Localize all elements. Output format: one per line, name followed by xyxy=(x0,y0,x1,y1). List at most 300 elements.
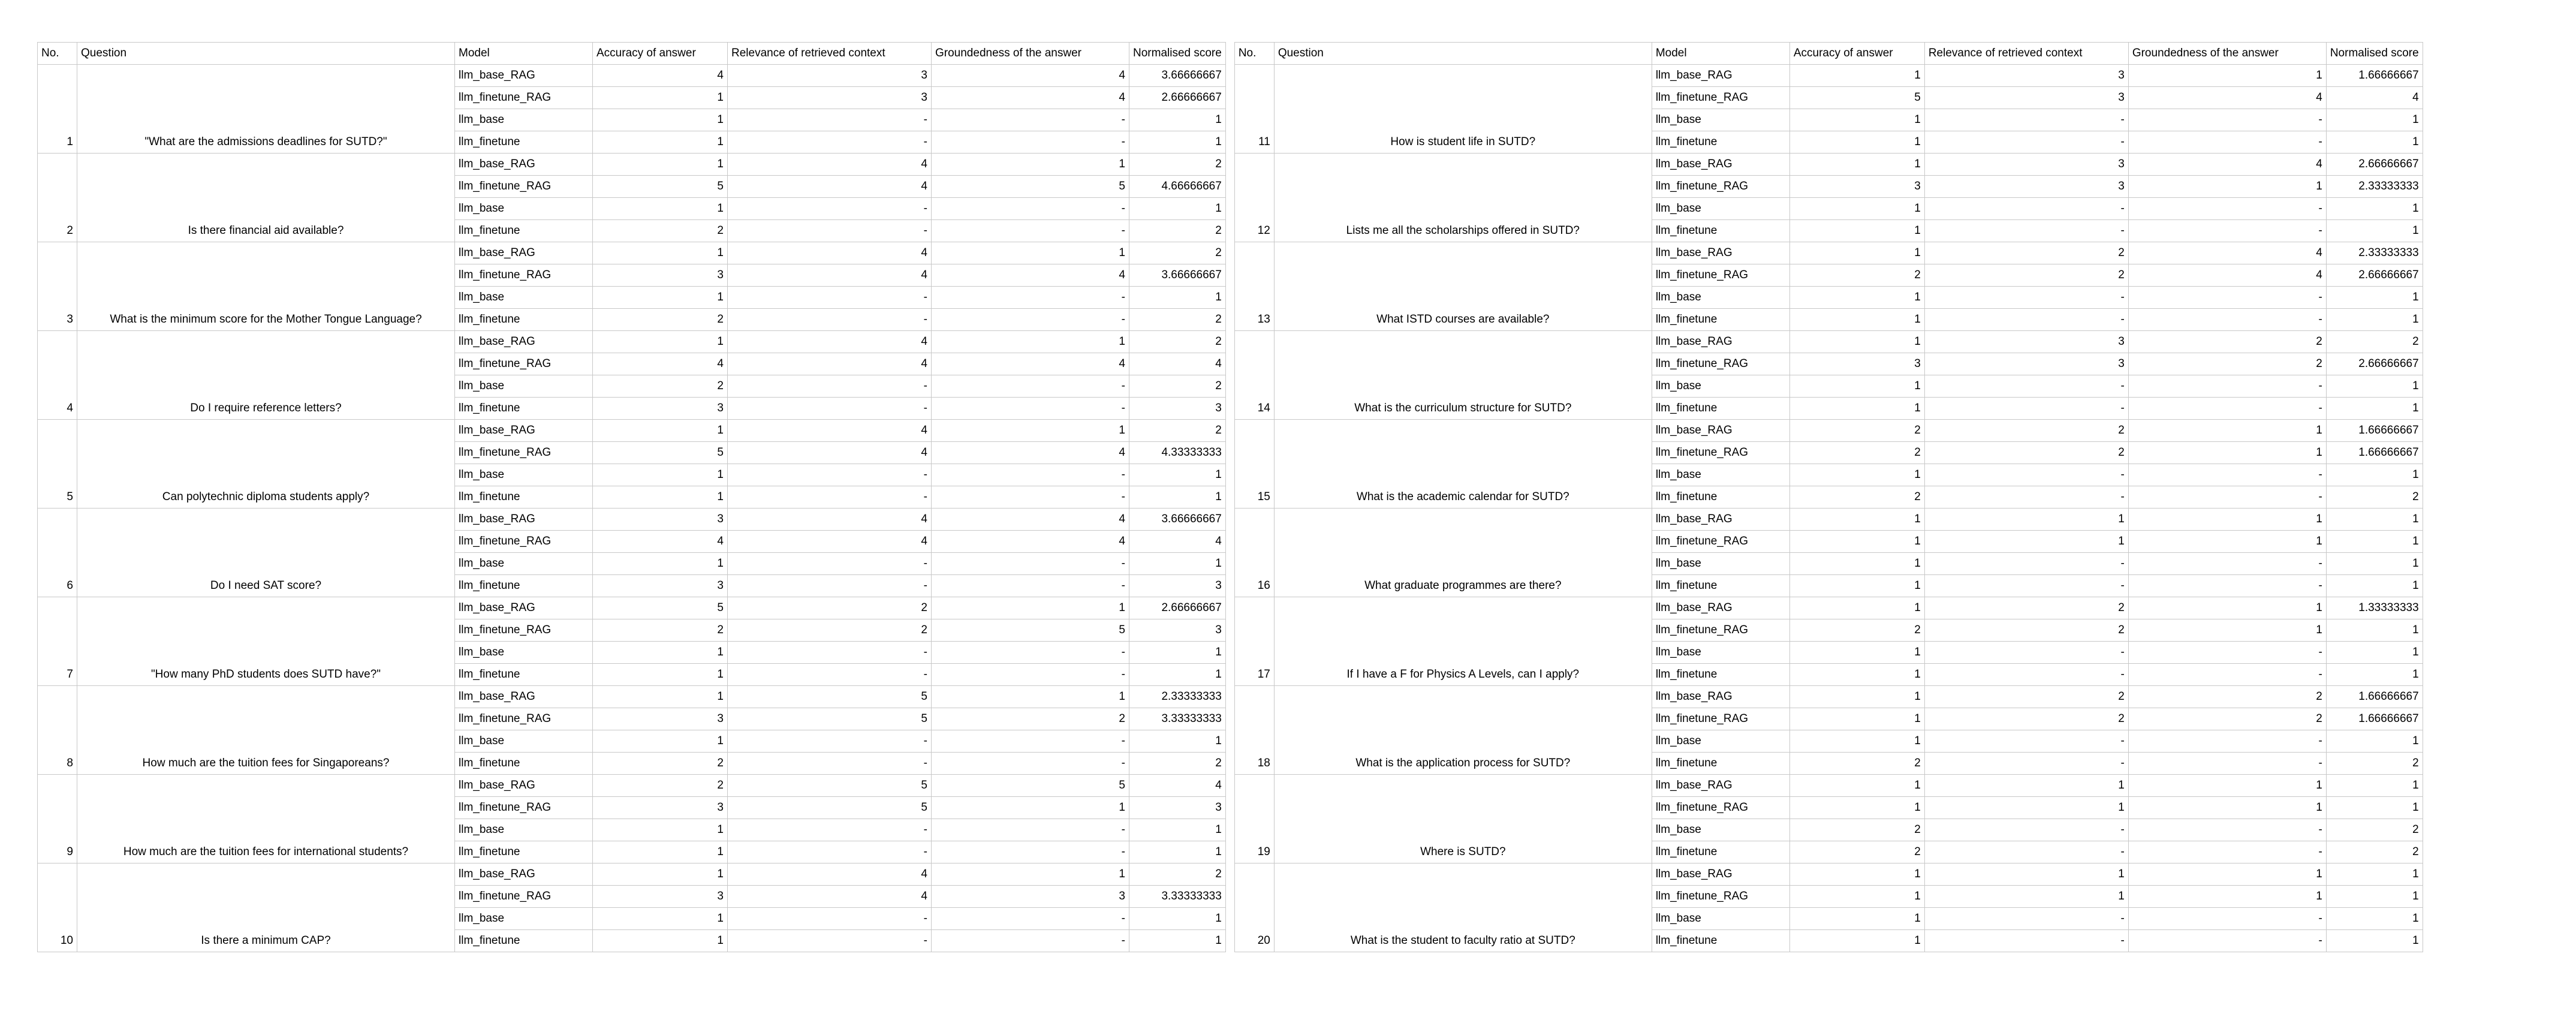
normalised-score-cell: 1 xyxy=(1129,664,1226,686)
question-cell: Can polytechnic diploma students apply? xyxy=(77,420,455,509)
accuracy-cell: 5 xyxy=(1789,87,1924,109)
normalised-score-cell: 2.33333333 xyxy=(2326,242,2423,264)
groundedness-cell: 1 xyxy=(932,420,1129,442)
normalised-score-cell: 1 xyxy=(2326,309,2423,331)
accuracy-cell: 1 xyxy=(1789,686,1924,708)
model-cell: llm_finetune xyxy=(455,131,593,154)
row-number: 6 xyxy=(38,509,77,597)
accuracy-cell: 1 xyxy=(1789,398,1924,420)
relevance-cell: - xyxy=(1924,398,2128,420)
normalised-score-cell: 1.66666667 xyxy=(2326,686,2423,708)
groundedness-cell: - xyxy=(2128,664,2326,686)
relevance-cell: - xyxy=(728,575,932,597)
normalised-score-cell: 1.66666667 xyxy=(2326,442,2423,464)
question-cell: "What are the admissions deadlines for SUTD?" xyxy=(77,65,455,154)
model-cell: llm_base_RAG xyxy=(1652,242,1789,264)
normalised-score-cell: 2.33333333 xyxy=(1129,686,1226,708)
model-cell: llm_finetune_RAG xyxy=(1652,797,1789,819)
normalised-score-cell: 1.66666667 xyxy=(2326,708,2423,730)
relevance-cell: - xyxy=(1924,220,2128,242)
relevance-cell: 3 xyxy=(1924,65,2128,87)
accuracy-cell: 1 xyxy=(1789,65,1924,87)
table-header-row xyxy=(1234,43,2423,65)
normalised-score-cell: 1 xyxy=(1129,841,1226,863)
model-cell: llm_base_RAG xyxy=(455,420,593,442)
model-cell: llm_base_RAG xyxy=(1652,420,1789,442)
relevance-cell: - xyxy=(1924,198,2128,220)
question-cell: What is the application process for SUTD? xyxy=(1274,686,1652,775)
relevance-cell: 2 xyxy=(1924,264,2128,287)
groundedness-cell: - xyxy=(2128,109,2326,131)
normalised-score-cell: 1 xyxy=(1129,642,1226,664)
accuracy-cell: 1 xyxy=(1789,597,1924,619)
model-cell: llm_finetune_RAG xyxy=(1652,886,1789,908)
relevance-cell: - xyxy=(728,930,932,952)
model-cell: llm_finetune xyxy=(455,309,593,331)
groundedness-cell: 4 xyxy=(932,353,1129,375)
question-cell: What is the academic calendar for SUTD? xyxy=(1274,420,1652,509)
row-number: 7 xyxy=(38,597,77,686)
normalised-score-cell: 1 xyxy=(2326,398,2423,420)
relevance-cell: - xyxy=(1924,464,2128,486)
normalised-score-cell: 1.66666667 xyxy=(2326,420,2423,442)
normalised-score-cell: 2 xyxy=(1129,154,1226,176)
groundedness-cell: 1 xyxy=(2128,176,2326,198)
model-cell: llm_finetune_RAG xyxy=(455,87,593,109)
row-number: 11 xyxy=(1234,65,1274,154)
normalised-score-cell: 4 xyxy=(1129,353,1226,375)
normalised-score-cell: 1 xyxy=(1129,287,1226,309)
accuracy-cell: 1 xyxy=(593,863,728,886)
accuracy-cell: 2 xyxy=(593,309,728,331)
normalised-score-cell: 2 xyxy=(1129,753,1226,775)
accuracy-cell: 2 xyxy=(593,753,728,775)
relevance-cell: - xyxy=(1924,553,2128,575)
groundedness-cell: - xyxy=(2128,642,2326,664)
model-cell: llm_base xyxy=(455,908,593,930)
relevance-cell: 4 xyxy=(728,886,932,908)
normalised-score-cell: 1 xyxy=(2326,198,2423,220)
groundedness-cell: 1 xyxy=(932,154,1129,176)
relevance-cell: 2 xyxy=(1924,442,2128,464)
accuracy-cell: 1 xyxy=(1789,531,1924,553)
question-cell: "How many PhD students does SUTD have?" xyxy=(77,597,455,686)
model-cell: llm_base_RAG xyxy=(1652,509,1789,531)
model-cell: llm_base_RAG xyxy=(455,65,593,87)
accuracy-cell: 1 xyxy=(1789,664,1924,686)
row-number: 17 xyxy=(1234,597,1274,686)
normalised-score-cell: 1 xyxy=(2326,886,2423,908)
normalised-score-cell: 4.66666667 xyxy=(1129,176,1226,198)
groundedness-cell: 4 xyxy=(932,87,1129,109)
relevance-cell: - xyxy=(1924,908,2128,930)
normalised-score-cell: 2.66666667 xyxy=(2326,353,2423,375)
model-cell: llm_finetune xyxy=(1652,220,1789,242)
table-header-row xyxy=(38,43,1226,65)
column-header: Model xyxy=(455,43,593,65)
normalised-score-cell: 3.33333333 xyxy=(1129,886,1226,908)
accuracy-cell: 2 xyxy=(1789,841,1924,863)
accuracy-cell: 1 xyxy=(593,686,728,708)
question-cell: Lists me all the scholarships offered in SUTD? xyxy=(1274,154,1652,242)
groundedness-cell: - xyxy=(932,930,1129,952)
relevance-cell: - xyxy=(728,109,932,131)
question-cell: What is the curriculum structure for SUTD? xyxy=(1274,331,1652,420)
table-row xyxy=(1234,775,2423,797)
column-header: Groundedness of the answer xyxy=(932,43,1129,65)
groundedness-cell: - xyxy=(2128,131,2326,154)
row-number: 3 xyxy=(38,242,77,331)
model-cell: llm_base_RAG xyxy=(1652,863,1789,886)
evaluation-table-left xyxy=(37,42,1226,952)
accuracy-cell: 1 xyxy=(1789,309,1924,331)
question-cell: Do I require reference letters? xyxy=(77,331,455,420)
normalised-score-cell: 1 xyxy=(2326,531,2423,553)
normalised-score-cell: 1 xyxy=(2326,109,2423,131)
accuracy-cell: 1 xyxy=(593,553,728,575)
model-cell: llm_base_RAG xyxy=(455,509,593,531)
groundedness-cell: 1 xyxy=(2128,886,2326,908)
accuracy-cell: 4 xyxy=(593,65,728,87)
model-cell: llm_finetune_RAG xyxy=(1652,264,1789,287)
table-row xyxy=(38,331,1226,353)
normalised-score-cell: 2.33333333 xyxy=(2326,176,2423,198)
relevance-cell: 2 xyxy=(1924,708,2128,730)
question-cell: Is there a minimum CAP? xyxy=(77,863,455,952)
accuracy-cell: 1 xyxy=(1789,908,1924,930)
accuracy-cell: 1 xyxy=(1789,730,1924,753)
accuracy-cell: 3 xyxy=(1789,176,1924,198)
model-cell: llm_finetune_RAG xyxy=(1652,442,1789,464)
relevance-cell: - xyxy=(1924,375,2128,398)
model-cell: llm_base_RAG xyxy=(1652,331,1789,353)
normalised-score-cell: 2 xyxy=(1129,331,1226,353)
groundedness-cell: 5 xyxy=(932,176,1129,198)
groundedness-cell: - xyxy=(932,375,1129,398)
accuracy-cell: 4 xyxy=(593,531,728,553)
groundedness-cell: - xyxy=(932,841,1129,863)
model-cell: llm_base xyxy=(455,109,593,131)
groundedness-cell: - xyxy=(932,553,1129,575)
model-cell: llm_base_RAG xyxy=(455,154,593,176)
relevance-cell: - xyxy=(728,730,932,753)
groundedness-cell: - xyxy=(2128,486,2326,509)
relevance-cell: 1 xyxy=(1924,863,2128,886)
relevance-cell: 3 xyxy=(728,65,932,87)
accuracy-cell: 1 xyxy=(593,131,728,154)
row-number: 16 xyxy=(1234,509,1274,597)
accuracy-cell: 2 xyxy=(1789,819,1924,841)
groundedness-cell: 2 xyxy=(2128,708,2326,730)
groundedness-cell: - xyxy=(2128,819,2326,841)
groundedness-cell: 1 xyxy=(932,686,1129,708)
groundedness-cell: 4 xyxy=(2128,242,2326,264)
model-cell: llm_base xyxy=(455,553,593,575)
model-cell: llm_finetune_RAG xyxy=(1652,353,1789,375)
normalised-score-cell: 1 xyxy=(1129,908,1226,930)
normalised-score-cell: 1 xyxy=(2326,642,2423,664)
relevance-cell: 2 xyxy=(1924,619,2128,642)
model-cell: llm_base xyxy=(1652,553,1789,575)
relevance-cell: 4 xyxy=(728,353,932,375)
model-cell: llm_base xyxy=(1652,730,1789,753)
table-row xyxy=(1234,242,2423,264)
relevance-cell: 2 xyxy=(728,619,932,642)
groundedness-cell: - xyxy=(2128,375,2326,398)
relevance-cell: - xyxy=(728,375,932,398)
accuracy-cell: 1 xyxy=(1789,287,1924,309)
groundedness-cell: 4 xyxy=(2128,87,2326,109)
groundedness-cell: - xyxy=(2128,841,2326,863)
normalised-score-cell: 1 xyxy=(2326,375,2423,398)
normalised-score-cell: 4 xyxy=(1129,531,1226,553)
relevance-cell: 3 xyxy=(1924,154,2128,176)
question-cell: What is the student to faculty ratio at SUTD? xyxy=(1274,863,1652,952)
normalised-score-cell: 1 xyxy=(2326,797,2423,819)
relevance-cell: 4 xyxy=(728,242,932,264)
model-cell: llm_finetune_RAG xyxy=(455,176,593,198)
table-row xyxy=(38,509,1226,531)
normalised-score-cell: 3.33333333 xyxy=(1129,708,1226,730)
relevance-cell: 5 xyxy=(728,775,932,797)
model-cell: llm_base_RAG xyxy=(455,242,593,264)
relevance-cell: - xyxy=(728,309,932,331)
groundedness-cell: 4 xyxy=(2128,154,2326,176)
groundedness-cell: - xyxy=(932,575,1129,597)
column-header: No. xyxy=(38,43,77,65)
row-number: 10 xyxy=(38,863,77,952)
relevance-cell: - xyxy=(1924,753,2128,775)
groundedness-cell: 1 xyxy=(2128,619,2326,642)
accuracy-cell: 1 xyxy=(1789,242,1924,264)
row-number: 4 xyxy=(38,331,77,420)
model-cell: llm_finetune_RAG xyxy=(455,353,593,375)
accuracy-cell: 1 xyxy=(593,642,728,664)
table-row xyxy=(1234,509,2423,531)
relevance-cell: 3 xyxy=(1924,87,2128,109)
normalised-score-cell: 4 xyxy=(1129,775,1226,797)
normalised-score-cell: 2.66666667 xyxy=(1129,87,1226,109)
column-header: Groundedness of the answer xyxy=(2128,43,2326,65)
model-cell: llm_base_RAG xyxy=(1652,65,1789,87)
relevance-cell: - xyxy=(1924,109,2128,131)
model-cell: llm_finetune xyxy=(1652,841,1789,863)
column-header: Relevance of retrieved context xyxy=(728,43,932,65)
groundedness-cell: 1 xyxy=(932,597,1129,619)
normalised-score-cell: 1.33333333 xyxy=(2326,597,2423,619)
accuracy-cell: 5 xyxy=(593,176,728,198)
model-cell: llm_base_RAG xyxy=(1652,686,1789,708)
groundedness-cell: 2 xyxy=(2128,686,2326,708)
table-row xyxy=(38,686,1226,708)
accuracy-cell: 1 xyxy=(1789,131,1924,154)
table-row xyxy=(38,154,1226,176)
accuracy-cell: 3 xyxy=(593,509,728,531)
table-row xyxy=(1234,154,2423,176)
relevance-cell: - xyxy=(1924,642,2128,664)
relevance-cell: - xyxy=(728,753,932,775)
normalised-score-cell: 1 xyxy=(2326,220,2423,242)
relevance-cell: - xyxy=(728,642,932,664)
accuracy-cell: 1 xyxy=(1789,775,1924,797)
normalised-score-cell: 2 xyxy=(2326,841,2423,863)
normalised-score-cell: 1 xyxy=(1129,819,1226,841)
accuracy-cell: 4 xyxy=(593,353,728,375)
accuracy-cell: 2 xyxy=(593,619,728,642)
relevance-cell: 1 xyxy=(1924,509,2128,531)
accuracy-cell: 1 xyxy=(593,819,728,841)
accuracy-cell: 5 xyxy=(593,442,728,464)
normalised-score-cell: 2 xyxy=(1129,220,1226,242)
model-cell: llm_finetune_RAG xyxy=(1652,176,1789,198)
relevance-cell: 4 xyxy=(728,863,932,886)
normalised-score-cell: 3.66666667 xyxy=(1129,264,1226,287)
accuracy-cell: 2 xyxy=(1789,442,1924,464)
normalised-score-cell: 1 xyxy=(2326,287,2423,309)
column-header: Question xyxy=(77,43,455,65)
table-row xyxy=(1234,65,2423,87)
table-row xyxy=(38,597,1226,619)
model-cell: llm_finetune xyxy=(1652,309,1789,331)
normalised-score-cell: 1 xyxy=(1129,730,1226,753)
normalised-score-cell: 1 xyxy=(1129,553,1226,575)
relevance-cell: 2 xyxy=(1924,242,2128,264)
groundedness-cell: 1 xyxy=(2128,531,2326,553)
relevance-cell: 1 xyxy=(1924,886,2128,908)
model-cell: llm_finetune xyxy=(455,930,593,952)
relevance-cell: 5 xyxy=(728,686,932,708)
groundedness-cell: 1 xyxy=(2128,863,2326,886)
column-header: Relevance of retrieved context xyxy=(1924,43,2128,65)
relevance-cell: - xyxy=(1924,819,2128,841)
row-number: 5 xyxy=(38,420,77,509)
model-cell: llm_base_RAG xyxy=(455,863,593,886)
accuracy-cell: 1 xyxy=(1789,642,1924,664)
normalised-score-cell: 1 xyxy=(2326,575,2423,597)
normalised-score-cell: 2 xyxy=(1129,309,1226,331)
relevance-cell: - xyxy=(1924,930,2128,952)
model-cell: llm_base xyxy=(455,642,593,664)
model-cell: llm_finetune xyxy=(1652,131,1789,154)
question-cell: How much are the tuition fees for international students? xyxy=(77,775,455,863)
groundedness-cell: 1 xyxy=(2128,65,2326,87)
model-cell: llm_base xyxy=(455,287,593,309)
column-header: Accuracy of answer xyxy=(1789,43,1924,65)
accuracy-cell: 2 xyxy=(1789,264,1924,287)
question-cell: How much are the tuition fees for Singaporeans? xyxy=(77,686,455,775)
groundedness-cell: - xyxy=(932,486,1129,509)
model-cell: llm_finetune xyxy=(455,575,593,597)
normalised-score-cell: 2 xyxy=(1129,375,1226,398)
relevance-cell: 3 xyxy=(728,87,932,109)
accuracy-cell: 1 xyxy=(593,464,728,486)
accuracy-cell: 1 xyxy=(593,908,728,930)
model-cell: llm_base_RAG xyxy=(1652,154,1789,176)
relevance-cell: 1 xyxy=(1924,797,2128,819)
question-cell: What ISTD courses are available? xyxy=(1274,242,1652,331)
model-cell: llm_finetune xyxy=(455,664,593,686)
column-header: Question xyxy=(1274,43,1652,65)
model-cell: llm_finetune_RAG xyxy=(1652,708,1789,730)
normalised-score-cell: 1 xyxy=(2326,730,2423,753)
model-cell: llm_base xyxy=(1652,819,1789,841)
accuracy-cell: 1 xyxy=(593,287,728,309)
groundedness-cell: - xyxy=(2128,287,2326,309)
model-cell: llm_finetune xyxy=(455,486,593,509)
groundedness-cell: 1 xyxy=(2128,797,2326,819)
column-header: Accuracy of answer xyxy=(593,43,728,65)
relevance-cell: 1 xyxy=(1924,775,2128,797)
model-cell: llm_base xyxy=(455,375,593,398)
groundedness-cell: - xyxy=(932,642,1129,664)
relevance-cell: 5 xyxy=(728,797,932,819)
relevance-cell: - xyxy=(728,131,932,154)
question-cell: What graduate programmes are there? xyxy=(1274,509,1652,597)
model-cell: llm_base_RAG xyxy=(455,775,593,797)
accuracy-cell: 3 xyxy=(593,797,728,819)
model-cell: llm_finetune_RAG xyxy=(455,886,593,908)
accuracy-cell: 1 xyxy=(1789,154,1924,176)
relevance-cell: 2 xyxy=(1924,420,2128,442)
model-cell: llm_finetune xyxy=(1652,930,1789,952)
accuracy-cell: 1 xyxy=(593,242,728,264)
groundedness-cell: 4 xyxy=(932,442,1129,464)
column-header: Normalised score xyxy=(1129,43,1226,65)
accuracy-cell: 1 xyxy=(1789,331,1924,353)
accuracy-cell: 1 xyxy=(593,420,728,442)
groundedness-cell: 2 xyxy=(2128,331,2326,353)
accuracy-cell: 1 xyxy=(593,87,728,109)
table-row xyxy=(38,863,1226,886)
model-cell: llm_base xyxy=(1652,109,1789,131)
table-row xyxy=(38,242,1226,264)
model-cell: llm_base xyxy=(1652,198,1789,220)
groundedness-cell: - xyxy=(932,309,1129,331)
normalised-score-cell: 2 xyxy=(1129,242,1226,264)
groundedness-cell: - xyxy=(932,109,1129,131)
relevance-cell: - xyxy=(728,398,932,420)
accuracy-cell: 1 xyxy=(1789,198,1924,220)
groundedness-cell: - xyxy=(932,220,1129,242)
model-cell: llm_base xyxy=(455,198,593,220)
normalised-score-cell: 1 xyxy=(1129,464,1226,486)
relevance-cell: - xyxy=(1924,841,2128,863)
groundedness-cell: 4 xyxy=(932,264,1129,287)
accuracy-cell: 1 xyxy=(593,331,728,353)
normalised-score-cell: 1 xyxy=(2326,619,2423,642)
model-cell: llm_finetune_RAG xyxy=(1652,531,1789,553)
groundedness-cell: - xyxy=(932,819,1129,841)
relevance-cell: - xyxy=(728,819,932,841)
relevance-cell: 3 xyxy=(1924,331,2128,353)
model-cell: llm_finetune xyxy=(455,398,593,420)
accuracy-cell: 3 xyxy=(593,708,728,730)
model-cell: llm_finetune xyxy=(455,220,593,242)
model-cell: llm_finetune xyxy=(1652,575,1789,597)
relevance-cell: - xyxy=(1924,309,2128,331)
normalised-score-cell: 3 xyxy=(1129,398,1226,420)
relevance-cell: 4 xyxy=(728,509,932,531)
accuracy-cell: 2 xyxy=(1789,486,1924,509)
accuracy-cell: 2 xyxy=(593,375,728,398)
relevance-cell: - xyxy=(728,841,932,863)
groundedness-cell: - xyxy=(2128,464,2326,486)
accuracy-cell: 1 xyxy=(593,198,728,220)
normalised-score-cell: 3 xyxy=(1129,797,1226,819)
model-cell: llm_finetune xyxy=(1652,664,1789,686)
normalised-score-cell: 3 xyxy=(1129,619,1226,642)
model-cell: llm_finetune_RAG xyxy=(1652,87,1789,109)
